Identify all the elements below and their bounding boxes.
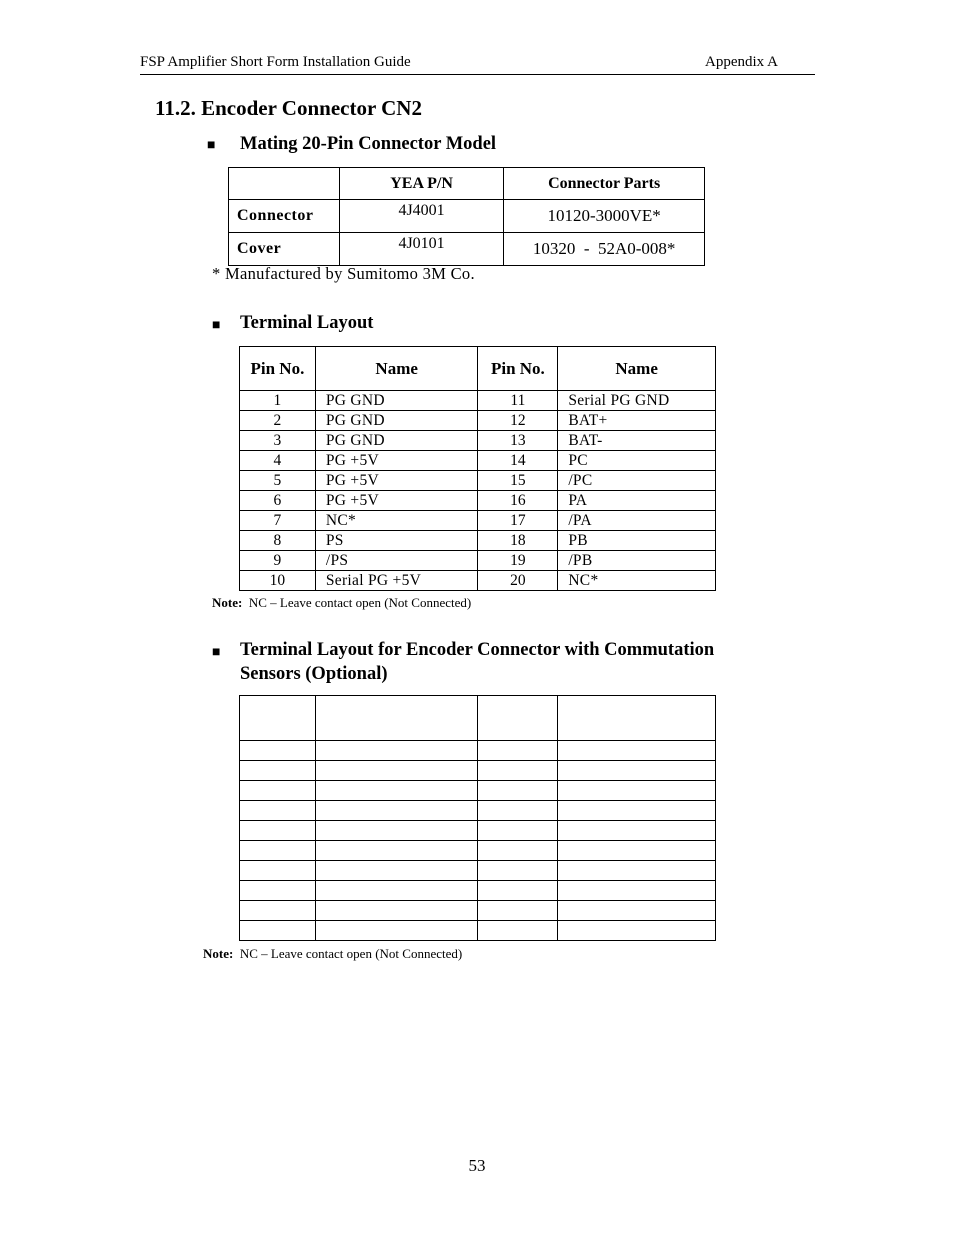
pin-number-cell: 4	[240, 451, 316, 471]
signal-name-cell: /PC	[558, 471, 716, 491]
pin-number-cell: 19	[478, 551, 558, 571]
table-row	[240, 451, 716, 471]
empty-cell	[558, 801, 716, 821]
empty-cell	[315, 696, 478, 741]
empty-cell	[558, 781, 716, 801]
connector-part-cell: 10120-3000VE*	[504, 200, 705, 233]
empty-cell	[240, 901, 316, 921]
empty-cell	[558, 861, 716, 881]
table-row	[240, 411, 716, 431]
empty-cell	[478, 696, 558, 741]
pin-number-cell: 10	[240, 571, 316, 591]
table-row	[240, 801, 716, 821]
table-row	[240, 921, 716, 941]
empty-cell	[478, 841, 558, 861]
table-row	[240, 571, 716, 591]
empty-cell	[558, 696, 716, 741]
signal-name-cell: Serial PG +5V	[315, 571, 478, 591]
pin-number-cell: 7	[240, 511, 316, 531]
signal-name-cell: PA	[558, 491, 716, 511]
pin-number-cell: 8	[240, 531, 316, 551]
mating-connector-table	[228, 167, 705, 266]
table-row	[240, 861, 716, 881]
signal-name-cell: PG +5V	[315, 491, 478, 511]
empty-cell	[315, 761, 478, 781]
empty-cell	[558, 881, 716, 901]
empty-cell	[315, 741, 478, 761]
table-row	[240, 531, 716, 551]
mating-heading: Mating 20-Pin Connector Model	[240, 134, 497, 154]
running-header-title: FSP Amplifier Short Form Installation Guide	[140, 54, 411, 70]
signal-name-cell: /PS	[315, 551, 478, 571]
signal-name-cell: PG GND	[315, 391, 478, 411]
empty-cell	[558, 741, 716, 761]
yea-pn-cell: 4J4001	[339, 200, 503, 233]
empty-cell	[478, 741, 558, 761]
column-header: YEA P/N	[339, 168, 503, 200]
empty-cell	[315, 861, 478, 881]
table-row	[240, 841, 716, 861]
empty-cell	[240, 801, 316, 821]
empty-cell	[478, 861, 558, 881]
empty-cell	[315, 801, 478, 821]
pin-number-cell: 13	[478, 431, 558, 451]
terminal-layout-body	[240, 391, 716, 591]
signal-name-cell: BAT+	[558, 411, 716, 431]
table-row	[240, 551, 716, 571]
signal-name-cell: BAT-	[558, 431, 716, 451]
table-header-row	[229, 168, 705, 200]
note-label: Note:	[203, 946, 234, 961]
empty-cell	[240, 781, 316, 801]
empty-cell	[478, 761, 558, 781]
empty-cell	[478, 801, 558, 821]
table-row	[229, 200, 705, 233]
column-header: Name	[315, 347, 478, 391]
empty-cell	[315, 781, 478, 801]
square-bullet-icon: ■	[207, 138, 216, 153]
table-row	[240, 741, 716, 761]
pin-number-cell: 16	[478, 491, 558, 511]
section-title: 11.2. Encoder Connector CN2	[155, 96, 422, 120]
terminal-layout-heading: Terminal Layout	[240, 313, 374, 333]
note-text: NC – Leave contact open (Not Connected)	[248, 595, 472, 610]
empty-cell	[558, 821, 716, 841]
empty-cell	[478, 781, 558, 801]
pin-number-cell: 18	[478, 531, 558, 551]
commutation-heading-line1: Terminal Layout for Encoder Connector with Commutation	[240, 640, 715, 660]
square-bullet-icon: ■	[212, 318, 221, 333]
empty-cell	[478, 921, 558, 941]
header-rule	[140, 74, 815, 75]
note-label: Note:	[212, 595, 243, 610]
table-row	[240, 761, 716, 781]
empty-cell	[478, 821, 558, 841]
signal-name-cell: PS	[315, 531, 478, 551]
signal-name-cell: /PB	[558, 551, 716, 571]
pin-number-cell: 5	[240, 471, 316, 491]
signal-name-cell: Serial PG GND	[558, 391, 716, 411]
empty-cell	[315, 841, 478, 861]
pin-number-cell: 17	[478, 511, 558, 531]
empty-cell	[478, 881, 558, 901]
empty-cell	[240, 821, 316, 841]
signal-name-cell: PG GND	[315, 431, 478, 451]
yea-pn-cell: 4J0101	[339, 233, 503, 266]
signal-name-cell: NC*	[558, 571, 716, 591]
empty-cell	[558, 761, 716, 781]
row-label: Cover	[229, 233, 340, 266]
empty-cell	[240, 921, 316, 941]
signal-name-cell: PC	[558, 451, 716, 471]
pin-number-cell: 15	[478, 471, 558, 491]
square-bullet-icon: ■	[212, 645, 221, 660]
table-row	[240, 901, 716, 921]
empty-cell	[315, 821, 478, 841]
empty-cell	[240, 741, 316, 761]
empty-cell	[478, 901, 558, 921]
table-row	[240, 491, 716, 511]
terminal-layout-table	[239, 346, 716, 591]
pin-number-cell: 20	[478, 571, 558, 591]
empty-cell	[315, 881, 478, 901]
empty-cell	[240, 761, 316, 781]
signal-name-cell: PG GND	[315, 411, 478, 431]
page-number: 53	[468, 1156, 486, 1175]
signal-name-cell: PB	[558, 531, 716, 551]
pin-number-cell: 9	[240, 551, 316, 571]
table-row	[229, 233, 705, 266]
note-text: NC – Leave contact open (Not Connected)	[239, 946, 463, 961]
empty-cell	[558, 921, 716, 941]
column-header: Name	[558, 347, 716, 391]
empty-cell	[315, 901, 478, 921]
commutation-layout-body	[240, 696, 716, 941]
column-header	[229, 168, 340, 200]
pin-number-cell: 14	[478, 451, 558, 471]
terminal-note	[212, 595, 471, 611]
commutation-note	[203, 946, 462, 962]
empty-cell	[558, 901, 716, 921]
running-header-appendix: Appendix A	[705, 54, 778, 70]
empty-cell	[240, 861, 316, 881]
signal-name-cell: PG +5V	[315, 471, 478, 491]
table-header-row	[240, 696, 716, 741]
table-row	[240, 431, 716, 451]
manufacturer-footnote: * Manufactured by Sumitomo 3M Co.	[212, 264, 475, 283]
table-header-row	[240, 347, 716, 391]
table-row	[240, 781, 716, 801]
signal-name-cell: NC*	[315, 511, 478, 531]
row-label: Connector	[229, 200, 340, 233]
column-header: Connector Parts	[504, 168, 705, 200]
empty-cell	[240, 841, 316, 861]
column-header: Pin No.	[240, 347, 316, 391]
commutation-layout-table	[239, 695, 716, 941]
empty-cell	[240, 881, 316, 901]
signal-name-cell: PG +5V	[315, 451, 478, 471]
empty-cell	[558, 841, 716, 861]
pin-number-cell: 1	[240, 391, 316, 411]
table-row	[240, 471, 716, 491]
pin-number-cell: 11	[478, 391, 558, 411]
connector-part-cell: 10320 - 52A0-008*	[504, 233, 705, 266]
empty-cell	[240, 696, 316, 741]
table-row	[240, 511, 716, 531]
pin-number-cell: 2	[240, 411, 316, 431]
commutation-heading-line2: Sensors (Optional)	[240, 664, 388, 684]
table-row	[240, 881, 716, 901]
empty-cell	[315, 921, 478, 941]
pin-number-cell: 6	[240, 491, 316, 511]
table-row	[240, 391, 716, 411]
pin-number-cell: 12	[478, 411, 558, 431]
column-header: Pin No.	[478, 347, 558, 391]
table-row	[240, 821, 716, 841]
signal-name-cell: /PA	[558, 511, 716, 531]
pin-number-cell: 3	[240, 431, 316, 451]
